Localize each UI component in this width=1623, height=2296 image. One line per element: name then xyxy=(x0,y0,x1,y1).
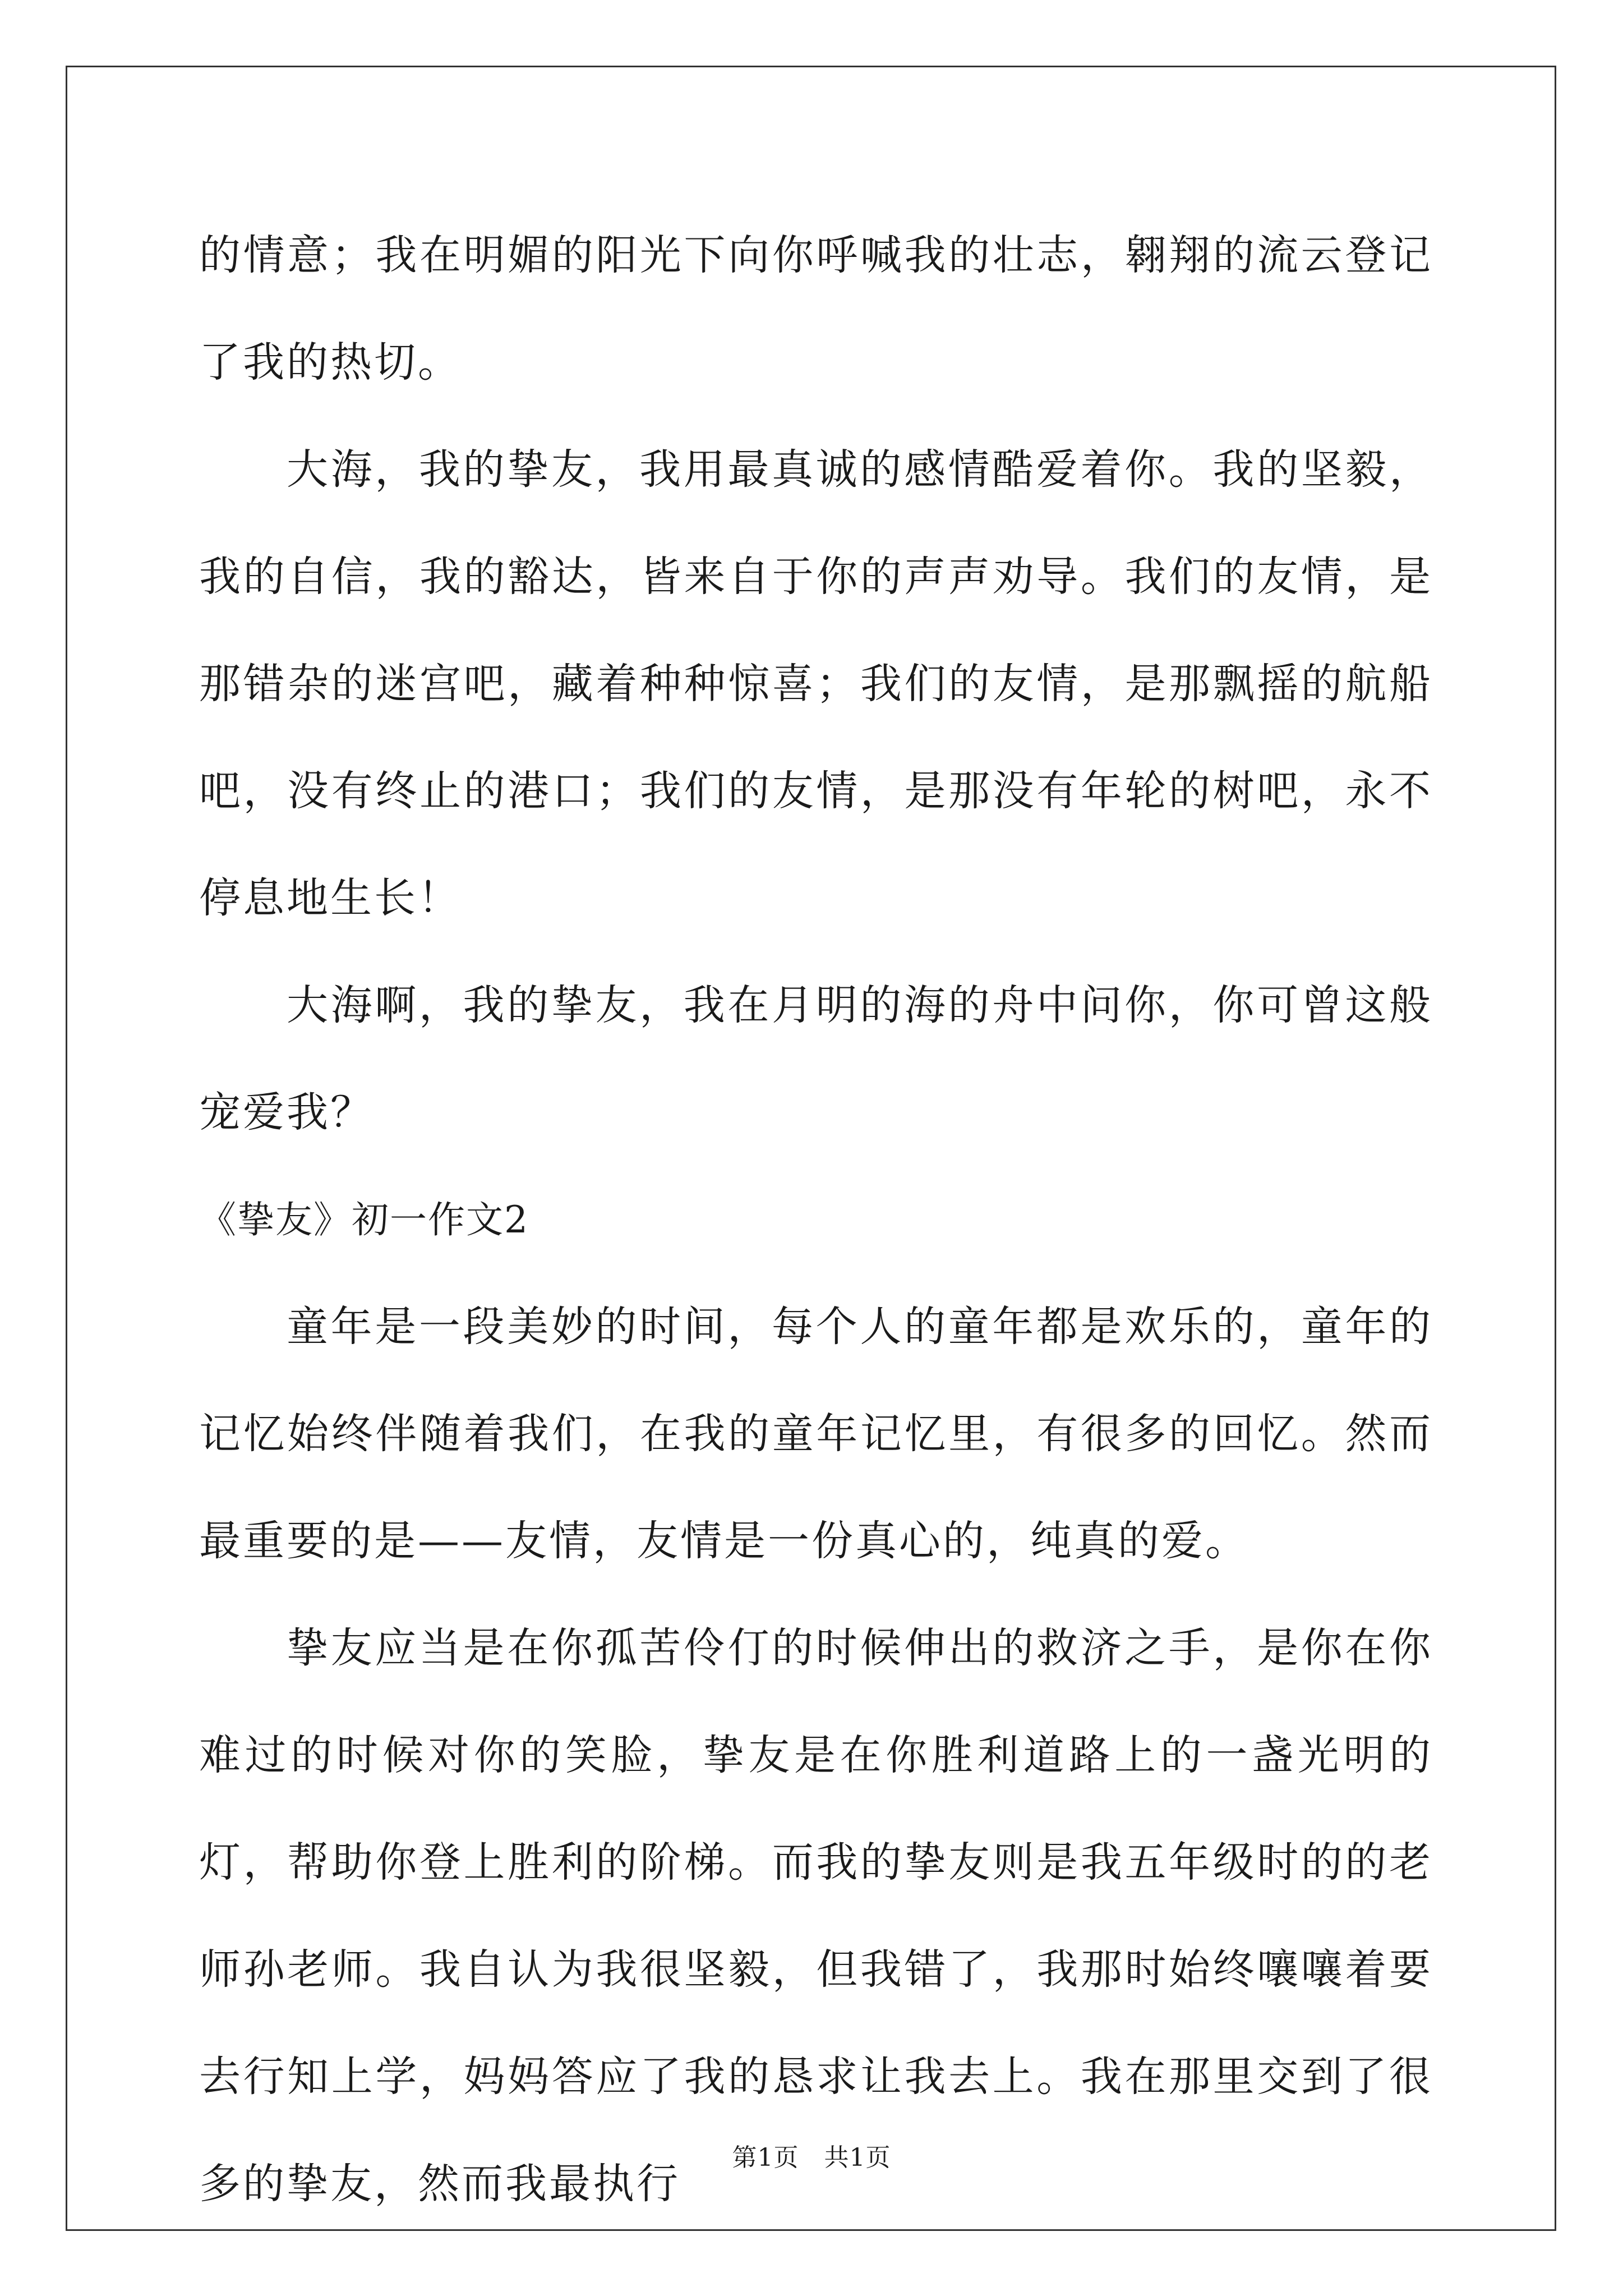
paragraph-3: 大海啊，我的挚友，我在月明的海的舟中问你，你可曾这般宠爱我？ xyxy=(199,981,1433,1137)
page-footer: 第1页 共1页 xyxy=(732,2143,891,2172)
document-body xyxy=(199,202,1433,2238)
paragraph-2: 大海，我的挚友，我用最真诚的感情酷爱着你。我的坚毅，我的自信，我的豁达，皆来自于你的声声劝导。我们的友情，是那错杂的迷宫吧，藏着种种惊喜；我们的友情，是那飘摇的航船吧，没有终止的港口；我们的友情，是那没有年轮的树吧，永不停息地生长！ xyxy=(199,445,1433,922)
section-heading: 《挚友》初一作文2 xyxy=(199,1198,529,1241)
paragraph-4: 童年是一段美妙的时间，每个人的童年都是欢乐的，童年的记忆始终伴随着我们，在我的童年记忆里，有很多的回忆。然而最重要的是——友情，友情是一份真心的，纯真的爱。 xyxy=(199,1303,1433,1565)
paragraph-1: 的情意；我在明媚的阳光下向你呼喊我的壮志，翱翔的流云登记了我的热切。 xyxy=(199,231,1433,386)
paragraph-5: 挚友应当是在你孤苦伶仃的时候伸出的救济之手，是你在你难过的时候对你的笑脸，挚友是在你胜利道路上的一盏光明的灯，帮助你登上胜利的阶梯。而我的挚友则是我五年级时的的老师孙老师。我自认为我很坚毅，但我错了，我那时始终嚷嚷着要去行知上学，妈妈答应了我的恳求让我去上。我在那里交到了很多的挚友，然而我最执行 xyxy=(199,1624,1433,2208)
